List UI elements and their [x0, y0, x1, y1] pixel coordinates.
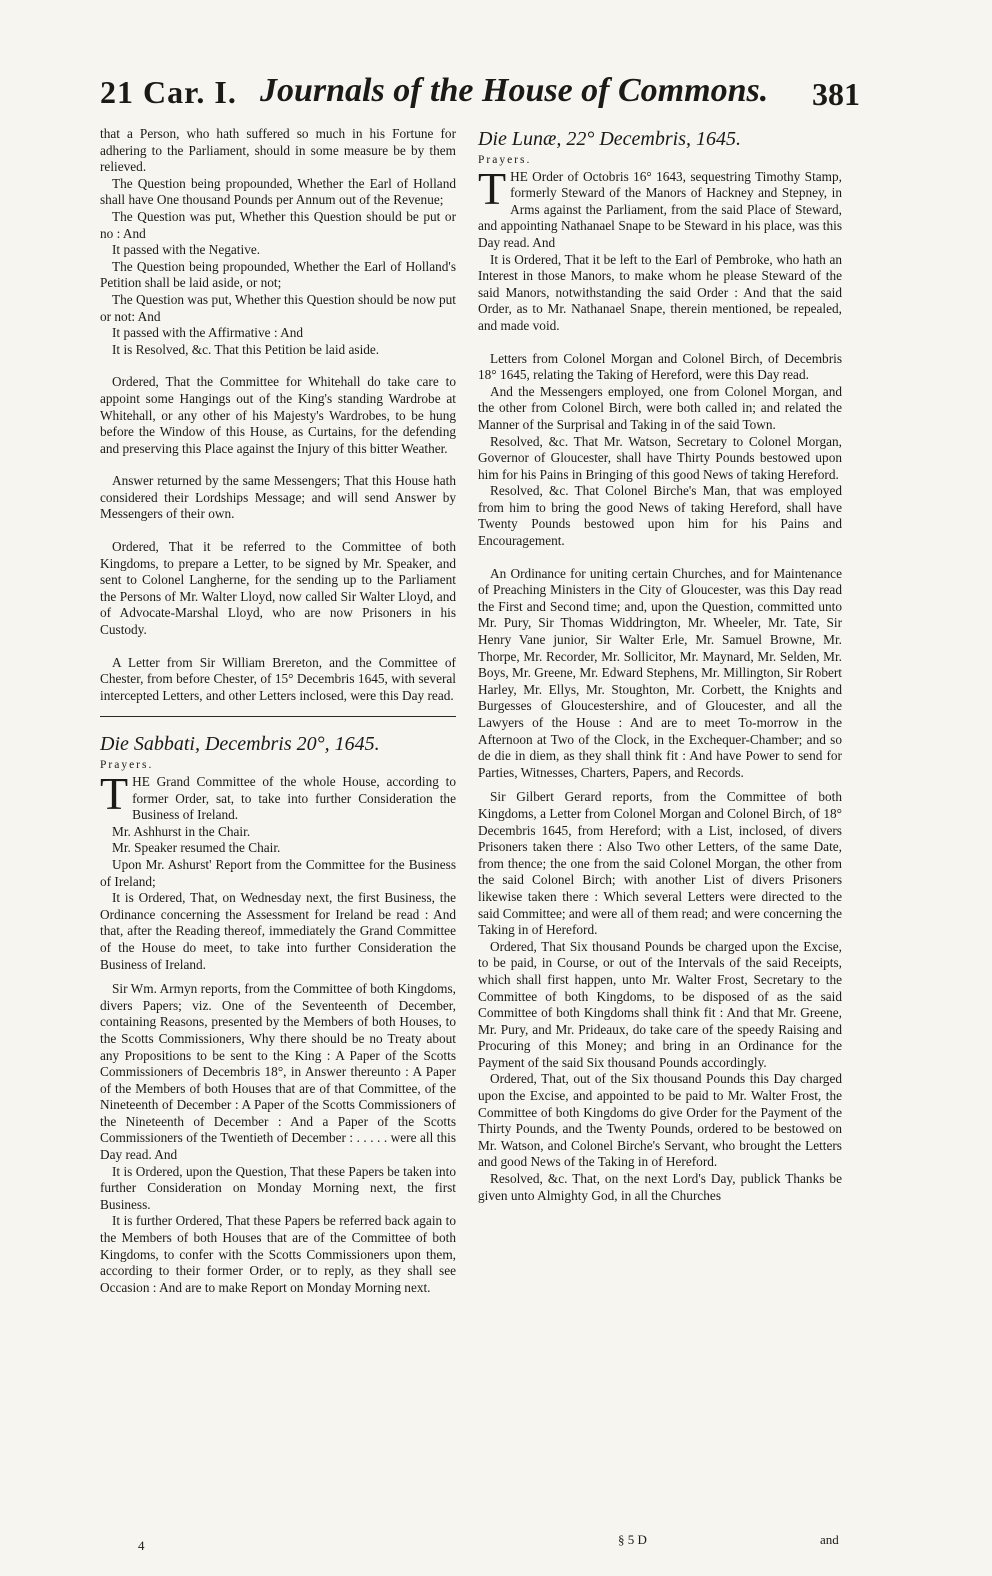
paragraph: The Question was put, Whether this Question should be put or no : And: [100, 208, 456, 241]
paragraph: that a Person, who hath suffered so much in his Fortune for adhering to the Parliament, should in some measure be by them relieved.: [100, 126, 456, 175]
paragraph: The Question being propounded, Whether the Earl of Holland shall have One thousand Pounds per Annum out of the Revenue;: [100, 175, 456, 208]
paragraph: Sir Wm. Armyn reports, from the Committee of both Kingdoms, divers Papers; viz. One of the Seventeenth of December, containing Reasons, presented by the Members of both Houses, to the Scotts Commissioners, Why there should be no Treaty about any Propositions to be sent to the King : A Paper of the Scotts Commissioners of Decembris 18°, in Answer thereunto : A Paper of the Members of both Houses that are of that Committee, of the Nineteenth of December : A Paper of the Scotts Commissioners of the Nineteenth of December : And a Paper of the Scotts Commissioners of the Twentieth of December : . . . . . were all this Day read. And: [100, 981, 456, 1163]
regnal-year: 21 Car. I.: [100, 74, 237, 110]
paragraph: Resolved, &c. That, on the next Lord's Day, publick Thanks be given unto Almighty God, in all the Churches: [478, 1171, 842, 1203]
drop-cap: T: [100, 768, 129, 819]
paragraph: It passed with the Affirmative : And: [112, 325, 304, 341]
paragraph: It is Ordered, upon the Question, That these Papers be taken into further Consideration on Monday Morning next, the first Business.: [100, 1163, 456, 1212]
left-column: [100, 126, 456, 1296]
paragraph: Letters from Colonel Morgan and Colonel Birch, of Decembris 18° 1645, relating the Taking of Hereford, were this Day read.: [478, 350, 842, 383]
page-header: [100, 70, 860, 120]
paragraph: An Ordinance for uniting certain Churches, and for Maintenance of Preaching Ministers in the City of Gloucester, was this Day read the First and Second time; and, upon the Question, committed unto Mr. Pury, Sir Thomas Widdrington, Mr. Wheeler, Mr. Tate, Sir Henry Vane junior, Sir Walter Erle, Mr. Samuel Browne, Mr. Thorpe, Mr. Recorder, Mr. Sollicitor, Mr. Maynard, Mr. Selden, Mr. Boys, Mr. Greene, Mr. Edward Stephens, Mr. Millington, Sir Robert Harley, Mr. Ellys, Mr. Stoughton, Mr. Corbett, the Knights and Burgesses of Gloucestershire, and of Gloucester, and all the Lawyers of the House : And are to meet To-morrow in the Afternoon at Two of the Clock, in the Exchequer-Chamber; and so de die in diem, as they shall think fit : And have Power to send for Parties, Witnesses, Charters, Papers, and Records.: [478, 565, 842, 780]
paragraph: It is Ordered, That, on Wednesday next, the first Business, the Ordinance concerning the Assessment for Ireland be read : And that, after the Reading thereof, immediately the Grand Committee of the House do meet, to take into further Consideration the Business of Ireland.: [100, 890, 456, 972]
paragraph: Mr. Speaker resumed the Chair.: [112, 840, 281, 856]
running-title: Journals of the House of Commons.: [260, 72, 769, 109]
paragraph: Resolved, &c. That Colonel Birche's Man, that was employed from him to bring the good News of taking Hereford, shall have Twenty Pounds bestowed upon him for his Pains and Encouragement.: [478, 483, 842, 549]
paragraph: THE Order of Octobris 16° 1643, sequestring Timothy Stamp, formerly Steward of the Manors of Hackney and Stepney, in Arms against the Parliament, from the said Place of Steward, and appointing Nathanael Snape to be Steward in his place, was this Day read. And: [478, 162, 842, 250]
paragraph: Ordered, That it be referred to the Committee of both Kingdoms, to prepare a Letter, to be signed by Mr. Speaker, and sent to Colonel Langherne, for the sending up to the Parliament the Persons of Mr. Walter Lloyd, now called Sir Walter Lloyd, and of Advocate-Marshal Lloyd, who are now Prisoners in his Custody.: [100, 539, 456, 638]
paragraph: And the Messengers employed, one from Colonel Morgan, and the other from Colonel Birch, were both called in; and related the Manner of the Surprisal and Taking in of the said Town.: [478, 383, 842, 432]
paragraph: Ordered, That, out of the Six thousand Pounds this Day charged upon the Excise, and appointed to be paid to Mr. Walter Frost, the Committee of both Kingdoms do give Order for the Payment of the Thirty Pounds, and the Twenty Pounds, ordered to be bestowed on Mr. Watson, and Colonel Birche's Servant, who brought the Letters and good News of the Taking in of Hereford.: [478, 1071, 842, 1170]
day-heading: Die Sabbati, Decembris 20°, 1645.: [100, 733, 380, 756]
paragraph: Ordered, That Six thousand Pounds be charged upon the Excise, to be paid, in Course, or out of the Intervals of the said Receipts, which shall first happen, unto Mr. Walter Frost, Secretary to the Committee of both Kingdoms, to be disposed of as the said Committee of both Kingdoms shall think fit : And that Mr. Greene, Mr. Pury, and Mr. Prideaux, do take care of the speedy Raising and Procuring of this Money; and bring in an Ordinance for the Payment of the said Six thousand Pounds accordingly.: [478, 938, 842, 1070]
paragraph: Ordered, That the Committee for Whitehall do take care to appoint some Hangings out of the King's standing Wardrobe at Whitehall, or any other of his Majesty's Wardrobes, to be hung before the Window of this House, as Curtains, for the defending and preserving this Place against the Injury of this bitter Weather.: [100, 374, 456, 456]
catchword: and: [820, 1532, 839, 1547]
paragraph: A Letter from Sir William Brereton, and the Committee of Chester, from before Chester, of 15° Decembris 1645, with several intercepted Letters, and other Letters inclosed, were this Day read.: [100, 654, 456, 703]
paragraph: The Question being propounded, Whether the Earl of Holland's Petition shall be laid aside, or not;: [100, 258, 456, 291]
day-heading: Die Lunæ, 22° Decembris, 1645.: [478, 128, 741, 150]
section-rule: [100, 716, 456, 717]
paragraph: Resolved, &c. That Mr. Watson, Secretary to Colonel Morgan, Governor of Gloucester, shall have Thirty Pounds bestowed upon him for his Pains in Bringing of this good News of taking Hereford.: [478, 433, 842, 482]
paragraph: THE Grand Committee of the whole House, according to former Order, sat, to take into further Consideration the Business of Ireland.: [100, 768, 456, 823]
paragraph: Answer returned by the same Messengers; That this House hath considered their Lordships Message; and will send Answer by Messengers of their own.: [100, 473, 456, 522]
paragraph: It is further Ordered, That these Papers be referred back again to the Members of both Houses that are of the Committee of both Kingdoms, to confer with the Scotts Commissioners upon them, according to their former Order, or to reply, as they shall see Occasion : And are to make Report on Monday Morning next.: [100, 1213, 456, 1295]
prayers-label: Prayers.: [478, 154, 532, 166]
paragraph: Sir Gilbert Gerard reports, from the Committee of both Kingdoms, a Letter from Colonel Morgan and Colonel Birch, of 18° Decembris 1645, from Hereford; with a List, inclosed, of divers Prisoners taken there : Also Two other Letters, of the same Date, from thence; the one from the said Colonel Morgan, the other from the said Colonel Birch; with another List of divers Prisoners likewise taken there : Which several Letters were directed to the said Committee; and were all of them read; and were concerning the Taking in of Hereford.: [478, 789, 842, 938]
paragraph: It is Resolved, &c. That this Petition be laid aside.: [112, 341, 380, 357]
paragraph: It is Ordered, That it be left to the Earl of Pembroke, who hath an Interest in those Manors, to make whom he please Steward of the said Manors, notwithstanding the said Order : And that the said Order, as to Mr. Nathanael Snape, therein mentioned, be repealed, and made void.: [478, 251, 842, 333]
prayers-label: Prayers.: [100, 759, 154, 772]
drop-cap: T: [478, 162, 507, 214]
paragraph: The Question was put, Whether this Question should be now put or not: And: [100, 291, 456, 324]
signature-mark: § 5 D: [618, 1532, 647, 1547]
right-column: [478, 126, 842, 1204]
paragraph: It passed with the Negative.: [112, 242, 261, 258]
footer-number: 4: [138, 1538, 145, 1553]
paragraph: Upon Mr. Ashurst' Report from the Committee for the Business of Ireland;: [100, 856, 456, 889]
paragraph: Mr. Ashhurst in the Chair.: [112, 823, 251, 839]
page-number: 381: [812, 76, 860, 112]
